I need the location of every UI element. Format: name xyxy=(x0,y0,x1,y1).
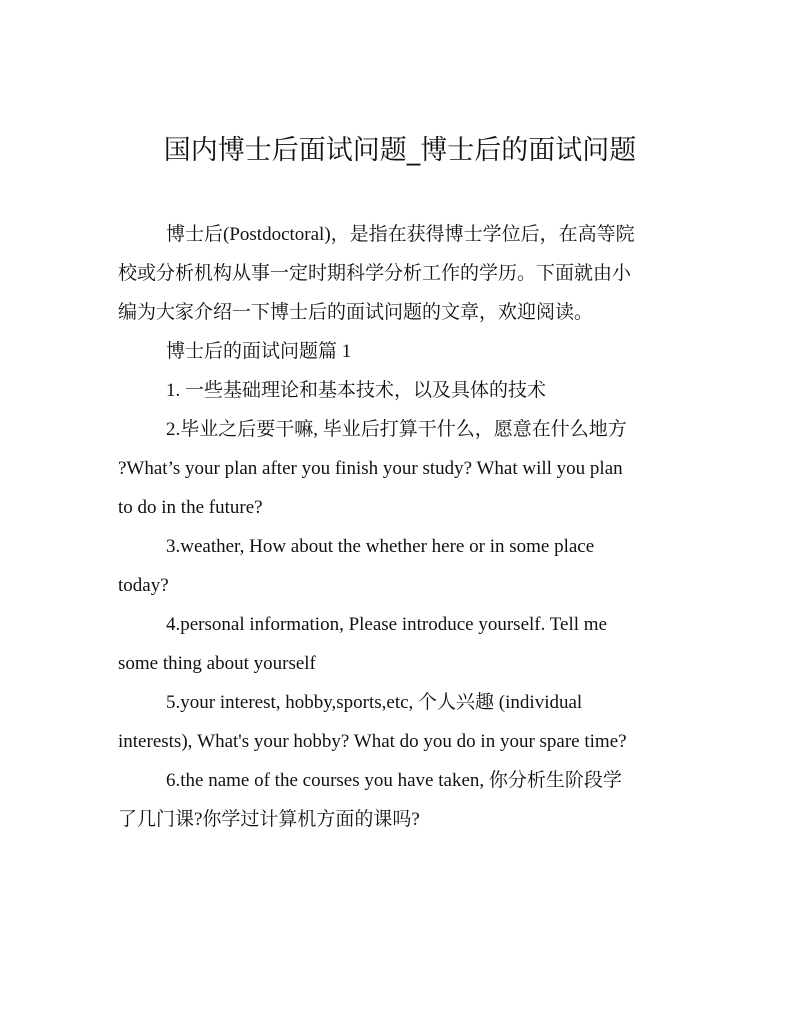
text-line: 校或分析机构从事一定时期科学分析工作的学历。下面就由小 xyxy=(118,263,632,284)
text-line: 博士后的面试问题篇 1 xyxy=(166,341,352,362)
text-line: to do in the future? xyxy=(118,497,263,518)
question-4 xyxy=(118,605,690,683)
text-line: 编为大家介绍一下博士后的面试问题的文章，欢迎阅读。 xyxy=(118,302,594,323)
text-line: 博士后(Postdoctoral)，是指在获得博士学位后，在高等院 xyxy=(166,224,635,245)
question-2 xyxy=(118,410,690,527)
text-line: 3.weather, How about the whether here or in some place xyxy=(166,536,595,557)
document-title: 国内博士后面试问题_博士后的面试问题 xyxy=(163,135,637,166)
paragraph-intro xyxy=(118,215,690,332)
question-5 xyxy=(118,683,690,761)
text-line: 5.your interest, hobby,sports,etc, 个人兴趣 (individual xyxy=(166,692,583,713)
text-line: today? xyxy=(118,575,169,596)
text-line: ?What’s your plan after you finish your study? What will you plan xyxy=(118,458,623,479)
text-line: 6.the name of the courses you have taken, 你分析生阶段学 xyxy=(166,770,622,791)
question-3 xyxy=(118,527,690,605)
text-line: interests), What's your hobby? What do you do in your spare time? xyxy=(118,731,627,752)
text-line: 1. 一些基础理论和基本技术，以及具体的技术 xyxy=(166,380,547,401)
section-heading xyxy=(118,332,690,371)
text-line: 了几门课?你学过计算机方面的课吗? xyxy=(118,809,420,830)
text-line: some thing about yourself xyxy=(118,653,316,674)
question-1 xyxy=(118,371,690,410)
question-6 xyxy=(118,761,690,839)
document-body xyxy=(118,215,690,839)
text-line: 4.personal information, Please introduce yourself. Tell me xyxy=(166,614,608,635)
text-line: 2.毕业之后要干嘛, 毕业后打算干什么，愿意在什么地方 xyxy=(166,419,627,440)
